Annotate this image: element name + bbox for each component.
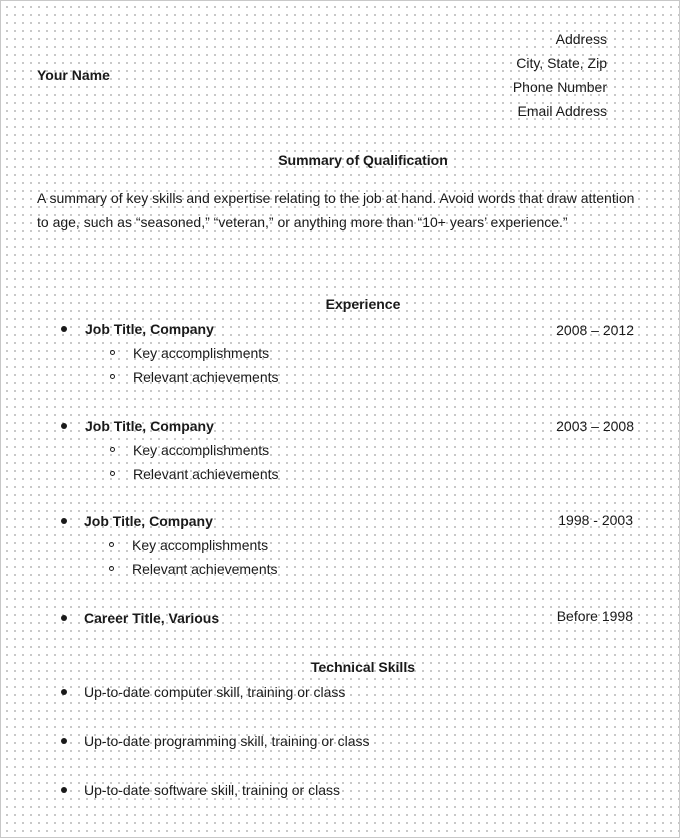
skills-heading: Technical Skills (310, 659, 415, 675)
summary-paragraph: A summary of key skills and expertise relating to the job at hand. Avoid words that draw attention to age, such as “seasoned,” “veteran,” or anything more than “10+ years’ experience.” (37, 190, 635, 230)
skill-item: Up-to-date software skill, training or class (84, 782, 340, 798)
job-title: Career Title, Various (84, 610, 220, 626)
job-dates: 2008 – 2012 (556, 322, 634, 338)
job-item: Relevant achievements (133, 369, 279, 385)
job-title: Job Title, Company (85, 321, 214, 337)
sub-bullet-icon (110, 471, 115, 476)
bullet-icon (61, 326, 67, 332)
sub-bullet-icon (109, 542, 114, 547)
summary-heading: Summary of Qualification (278, 152, 448, 168)
city-state-zip-line: City, State, Zip (516, 55, 607, 71)
bullet-icon (61, 787, 67, 793)
job-dates: 1998 - 2003 (558, 512, 633, 528)
job-title: Job Title, Company (85, 418, 214, 434)
address-line: Address (555, 31, 607, 47)
bullet-icon (61, 518, 67, 524)
bullet-icon (61, 423, 67, 429)
bullet-icon (61, 615, 67, 621)
experience-heading: Experience (325, 296, 401, 312)
job-item: Key accomplishments (133, 442, 270, 458)
job-item: Relevant achievements (133, 466, 279, 482)
bullet-icon (61, 689, 67, 695)
sub-bullet-icon (110, 350, 115, 355)
bullet-icon (61, 738, 67, 744)
job-dates: Before 1998 (556, 608, 633, 624)
skill-item: Up-to-date computer skill, training or class (84, 684, 346, 700)
skill-item: Up-to-date programming skill, training or class (84, 733, 370, 749)
candidate-name: Your Name (37, 67, 110, 83)
sub-bullet-icon (110, 374, 115, 379)
job-item: Key accomplishments (132, 537, 269, 553)
phone-line: Phone Number (512, 79, 607, 95)
job-title: Job Title, Company (84, 513, 213, 529)
job-item: Relevant achievements (132, 561, 278, 577)
sub-bullet-icon (109, 566, 114, 571)
email-line: Email Address (517, 103, 607, 119)
job-item: Key accomplishments (133, 345, 270, 361)
job-dates: 2003 – 2008 (556, 418, 634, 434)
sub-bullet-icon (110, 447, 115, 452)
